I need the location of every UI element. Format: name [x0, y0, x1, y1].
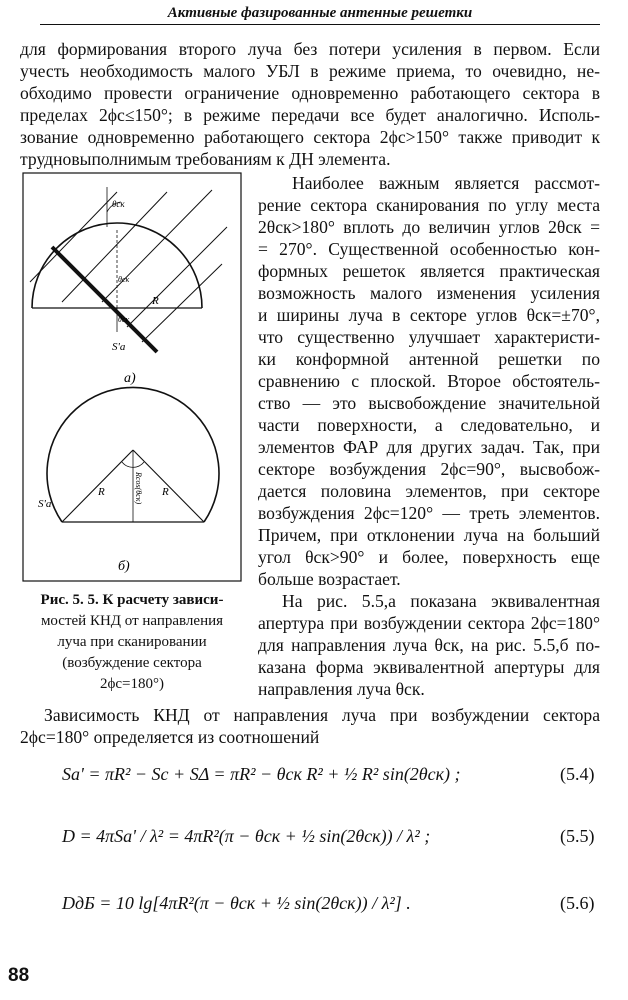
equation: DдБ = 10 lg[4πR²(π − θск + ½ sin(2θск)) / λ²] . [62, 893, 411, 913]
text-line: казана форма эквивалентной апертуры для [258, 657, 600, 677]
text-line: что существенно улучшает характеристи- [258, 327, 600, 347]
figure-part-b [38, 387, 219, 574]
text-line: Зависимость КНД от направления луча при возбуждении сектора [44, 705, 600, 725]
radius-label: R [152, 295, 159, 307]
running-header: Активные фазированные антенные решетки [40, 2, 600, 25]
text-line: формных решеток является практическая [258, 261, 600, 281]
theta-label: θск [118, 315, 130, 324]
text-line: для формирования второго луча без потери усиления в первом. Если [20, 39, 600, 59]
text-line: рение сектора сканирования по углу места [258, 195, 600, 215]
text-line: ство — это высвобождение значительной [258, 393, 600, 413]
text-line: обходимо провести ограничение одновременно работающего сектора в [20, 83, 600, 103]
text-line: Наиболее важным является рассмот- [292, 173, 600, 193]
text-line: для направления луча θск, на рис. 5.5,б по- [258, 635, 600, 655]
text-line: дается половина элементов, при секторе [258, 481, 600, 501]
figure-5-5 [22, 172, 242, 582]
equation-number: (5.5) [560, 826, 595, 846]
equation-number: (5.6) [560, 893, 595, 913]
text-line: возбуждения 2ϕc=120° — треть элементов. [258, 503, 600, 523]
ray-line [127, 227, 227, 327]
text-line: части поверхности, а следовательно, и [258, 415, 600, 435]
text-line: зование одновременно работающего сектора 2ϕc>150° также приводит к [20, 127, 600, 147]
text-line: На рис. 5.5,a показана эквивалентная [282, 591, 600, 611]
text-line: трудновыполнимым требованиям к ДН элемента. [20, 149, 391, 169]
text-line: = 270°. Существенной особенностью кон- [258, 239, 600, 259]
text-line: сравнению с плоской. Второе обстоятель- [258, 371, 600, 391]
text-line: направления луча θск. [258, 679, 425, 699]
rcos-label: Rcos(θск) [134, 472, 143, 505]
equation: D = 4πSa' / λ² = 4πR²(π − θск + ½ sin(2θск)) / λ² ; [62, 826, 431, 846]
text-line: пределах 2ϕc≤150°; в режиме передачи все будет аналогично. Исполь- [20, 105, 600, 125]
figure-caption: луча при сканировании [57, 634, 207, 650]
subfigure-label: a) [124, 371, 136, 386]
figure-caption: (возбуждение сектора [62, 655, 202, 671]
subfigure-label: б) [118, 559, 130, 574]
figure-caption: мостей КНД от направления [40, 613, 224, 629]
text-line: учесть необходимость малого УБЛ в режиме приема, то очевидно, не- [20, 61, 600, 81]
text-line: 2θск>180° вплоть до величин углов 2θск = [258, 217, 600, 237]
text-line: возможность малого изменения усиления [258, 283, 600, 303]
aperture-label: S'a [112, 341, 126, 353]
figure-part-a [30, 187, 227, 386]
theta-label: θск [112, 199, 125, 209]
radius-label: R [98, 486, 105, 498]
text-line: секторе возбуждения 2ϕc=90°, высвобож- [258, 459, 600, 479]
page-number: 88 [8, 965, 30, 986]
text-line: угол θск>90° и более, поверхность еще [258, 547, 600, 567]
text-line: 2ϕc=180° определяется из соотношений [20, 727, 320, 747]
equation: Sa' = πR² − Sc + SΔ = πR² − θск R² + ½ R² sin(2θск) ; [62, 764, 461, 784]
text-line: Причем, при отклонении луча на больший [258, 525, 600, 545]
equation-number: (5.4) [560, 764, 595, 784]
figure-caption: Рис. 5. 5. К расчету зависи- [40, 592, 224, 608]
text-line: элементов ФАР для других задач. Так, при [258, 437, 600, 457]
text-line: больше возрастает. [258, 569, 401, 589]
radius-label: R [162, 486, 169, 498]
aperture-label: S'a [38, 498, 52, 510]
figure-caption: 2ϕc=180°) [99, 676, 164, 692]
text-line: апертура при возбуждении сектора 2ϕc=180° [258, 613, 600, 633]
theta-label: θск [118, 275, 130, 284]
text-line: и ширины луча в секторе углов θск=±70°, [258, 305, 600, 325]
text-line: ки конформной антенной решетки по [258, 349, 600, 369]
